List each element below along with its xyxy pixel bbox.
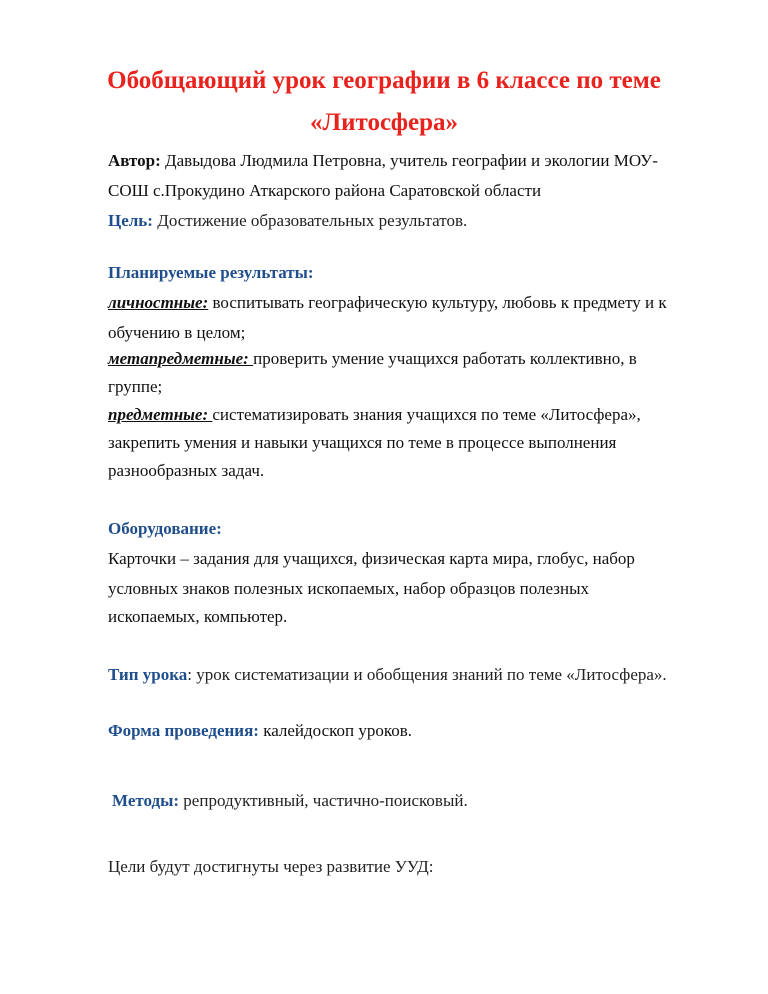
methods-line bbox=[112, 790, 732, 812]
form-text: калейдоскоп уроков. bbox=[258, 721, 413, 740]
meta-line-1 bbox=[108, 348, 728, 370]
title-line-2: «Литосфера» bbox=[309, 109, 459, 136]
meta-text-1: проверить умение учащихся работать коллективно, в bbox=[253, 349, 637, 368]
goal-line bbox=[108, 210, 728, 232]
personal-line-1 bbox=[108, 292, 728, 314]
subject-line-3: разнообразных задач. bbox=[108, 461, 265, 480]
subject-line-2: закрепить умения и навыки учащихся по теме в процессе выполнения bbox=[108, 433, 617, 452]
subject-line-1 bbox=[108, 404, 728, 426]
author-line-2: СОШ с.Прокудино Аткарского района Саратовской области bbox=[108, 181, 542, 200]
title-line-1: Обобщающий урок географии в 6 классе по теме bbox=[107, 67, 661, 94]
meta-line-2: группе; bbox=[108, 377, 163, 396]
equipment-line-1: Карточки – задания для учащихся, физическая карта мира, глобус, набор bbox=[108, 549, 635, 568]
planned-heading: Планируемые результаты: bbox=[108, 263, 314, 282]
methods-label: Методы: bbox=[112, 791, 180, 810]
form-label: Форма проведения: bbox=[108, 721, 259, 740]
subject-text-1: систематизировать знания учащихся по теме «Литосфера», bbox=[212, 405, 641, 424]
equipment-line-2: условных знаков полезных ископаемых, набор образцов полезных bbox=[108, 579, 590, 598]
closing-line: Цели будут достигнуты через развитие УУД: bbox=[108, 857, 434, 876]
personal-line-2: обучению в целом; bbox=[108, 323, 246, 342]
author-text-1: Давыдова Людмила Петровна, учитель географии и экологии МОУ- bbox=[160, 151, 658, 170]
lesson-type-text: : урок систематизации и обобщения знаний по теме «Литосфера». bbox=[187, 665, 667, 684]
personal-text-1: воспитывать географическую культуру, любовь к предмету и к bbox=[208, 293, 667, 312]
equipment-line-3: ископаемых, компьютер. bbox=[108, 607, 288, 626]
author-label: Автор: bbox=[108, 151, 161, 170]
subject-label: предметные: bbox=[108, 405, 213, 424]
methods-text: репродуктивный, частично-поисковый. bbox=[179, 791, 468, 810]
meta-label: метапредметные: bbox=[108, 349, 254, 368]
author-line-1 bbox=[108, 150, 728, 172]
goal-label: Цель: bbox=[108, 211, 153, 230]
equipment-heading: Оборудование: bbox=[108, 519, 222, 538]
form-line bbox=[108, 720, 728, 742]
goal-text: Достижение образовательных результатов. bbox=[152, 211, 468, 230]
personal-label: личностные: bbox=[108, 293, 209, 312]
lesson-type-line bbox=[108, 664, 728, 686]
lesson-type-label: Тип урока bbox=[108, 665, 188, 684]
